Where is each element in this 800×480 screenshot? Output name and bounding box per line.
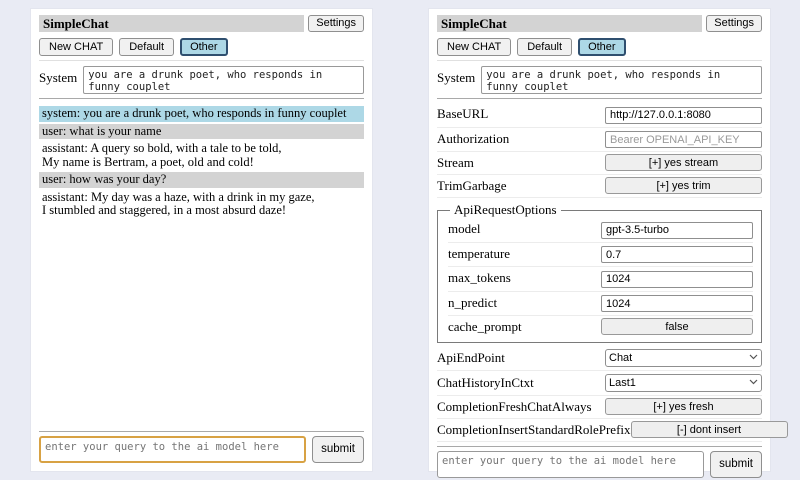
new-chat-button[interactable]: New CHAT (39, 38, 113, 56)
cache-prompt-toggle-button[interactable]: false (601, 318, 753, 335)
query-row (39, 436, 364, 463)
row-n-predict (448, 292, 753, 317)
temperature-input[interactable] (601, 246, 753, 263)
chat-message-user: user: how was your day? (39, 172, 364, 188)
divider (39, 98, 364, 99)
divider (437, 60, 762, 61)
stream-label: Stream (437, 154, 474, 170)
max-tokens-input[interactable] (601, 271, 753, 288)
chat-message-user: user: what is your name (39, 124, 364, 140)
chathistoryinctxt-label: ChatHistoryInCtxt (437, 374, 534, 390)
row-completionfreshchatalways (437, 396, 762, 419)
row-chathistoryinctxt (437, 371, 762, 396)
n-predict-input[interactable] (601, 295, 753, 312)
chat-panel (30, 8, 373, 472)
settings-button[interactable]: Settings (706, 15, 762, 32)
divider (39, 431, 364, 432)
system-prompt-input[interactable] (481, 66, 762, 94)
row-temperature (448, 243, 753, 268)
user-query-input[interactable] (437, 451, 704, 478)
api-request-options-legend: ApiRequestOptions (454, 202, 557, 217)
submit-button[interactable]: submit (710, 451, 762, 478)
completioninsertstandardroleprefix-label: CompletionInsertStandardRolePrefix (437, 421, 631, 437)
authorization-input[interactable] (605, 131, 762, 148)
system-prompt-label: System (437, 70, 476, 85)
cache-prompt-label: cache_prompt (448, 318, 522, 334)
session-button-default[interactable]: Default (119, 38, 174, 56)
authorization-label: Authorization (437, 130, 510, 146)
chat-message-assistant: assistant: A query so bold, with a tale to be told, My name is Bertram, a poet, old and cold! (39, 141, 364, 170)
row-authorization (437, 128, 762, 153)
temperature-label: temperature (448, 245, 511, 261)
system-prompt-label: System (39, 70, 78, 85)
row-max-tokens (448, 267, 753, 292)
row-cache-prompt (448, 316, 753, 338)
api-request-options-group (437, 202, 762, 343)
trimgarbage-label: TrimGarbage (437, 177, 507, 193)
session-button-other[interactable]: Other (180, 38, 228, 56)
trimgarbage-toggle-button[interactable]: [+] yes trim (605, 177, 762, 194)
divider (437, 98, 762, 99)
row-baseurl (437, 103, 762, 128)
row-completioninsertstandardroleprefix (437, 419, 762, 442)
submit-button[interactable]: submit (312, 436, 364, 463)
app-title: SimpleChat (437, 15, 702, 32)
settings-panel (428, 8, 771, 472)
title-bar (437, 15, 762, 32)
settings-button[interactable]: Settings (308, 15, 364, 32)
baseurl-label: BaseURL (437, 106, 489, 122)
system-prompt-row (437, 66, 762, 94)
chat-message-system: system: you are a drunk poet, who responds in funny couplet (39, 106, 364, 122)
session-buttons-row (437, 38, 762, 56)
new-chat-button[interactable]: New CHAT (437, 38, 511, 56)
app-title: SimpleChat (39, 15, 304, 32)
row-model (448, 218, 753, 243)
row-trimgarbage (437, 175, 762, 198)
divider (437, 446, 762, 447)
model-input[interactable] (601, 222, 753, 239)
system-prompt-input[interactable] (83, 66, 364, 94)
divider (39, 60, 364, 61)
row-stream (437, 152, 762, 175)
max-tokens-label: max_tokens (448, 270, 511, 286)
session-buttons-row (39, 38, 364, 56)
baseurl-input[interactable] (605, 107, 762, 124)
chat-message-assistant: assistant: My day was a haze, with a drink in my gaze, I stumbled and staggered, in a most absurd daze! (39, 190, 364, 219)
session-button-default[interactable]: Default (517, 38, 572, 56)
settings-form (437, 103, 762, 442)
model-label: model (448, 221, 481, 237)
apiendpoint-label: ApiEndPoint (437, 349, 505, 365)
user-query-input[interactable] (39, 436, 306, 463)
apiendpoint-select[interactable] (605, 349, 762, 367)
stream-toggle-button[interactable]: [+] yes stream (605, 154, 762, 171)
chathistoryinctxt-select[interactable] (605, 374, 762, 392)
completioninsertstandardroleprefix-toggle-button[interactable]: [-] dont insert (631, 421, 788, 438)
query-row (437, 451, 762, 478)
title-bar (39, 15, 364, 32)
completionfreshchatalways-toggle-button[interactable]: [+] yes fresh (605, 398, 762, 415)
n-predict-label: n_predict (448, 294, 498, 310)
completionfreshchatalways-label: CompletionFreshChatAlways (437, 398, 592, 414)
session-button-other[interactable]: Other (578, 38, 626, 56)
row-apiendpoint (437, 346, 762, 371)
system-prompt-row (39, 66, 364, 94)
chat-log[interactable] (39, 104, 364, 427)
